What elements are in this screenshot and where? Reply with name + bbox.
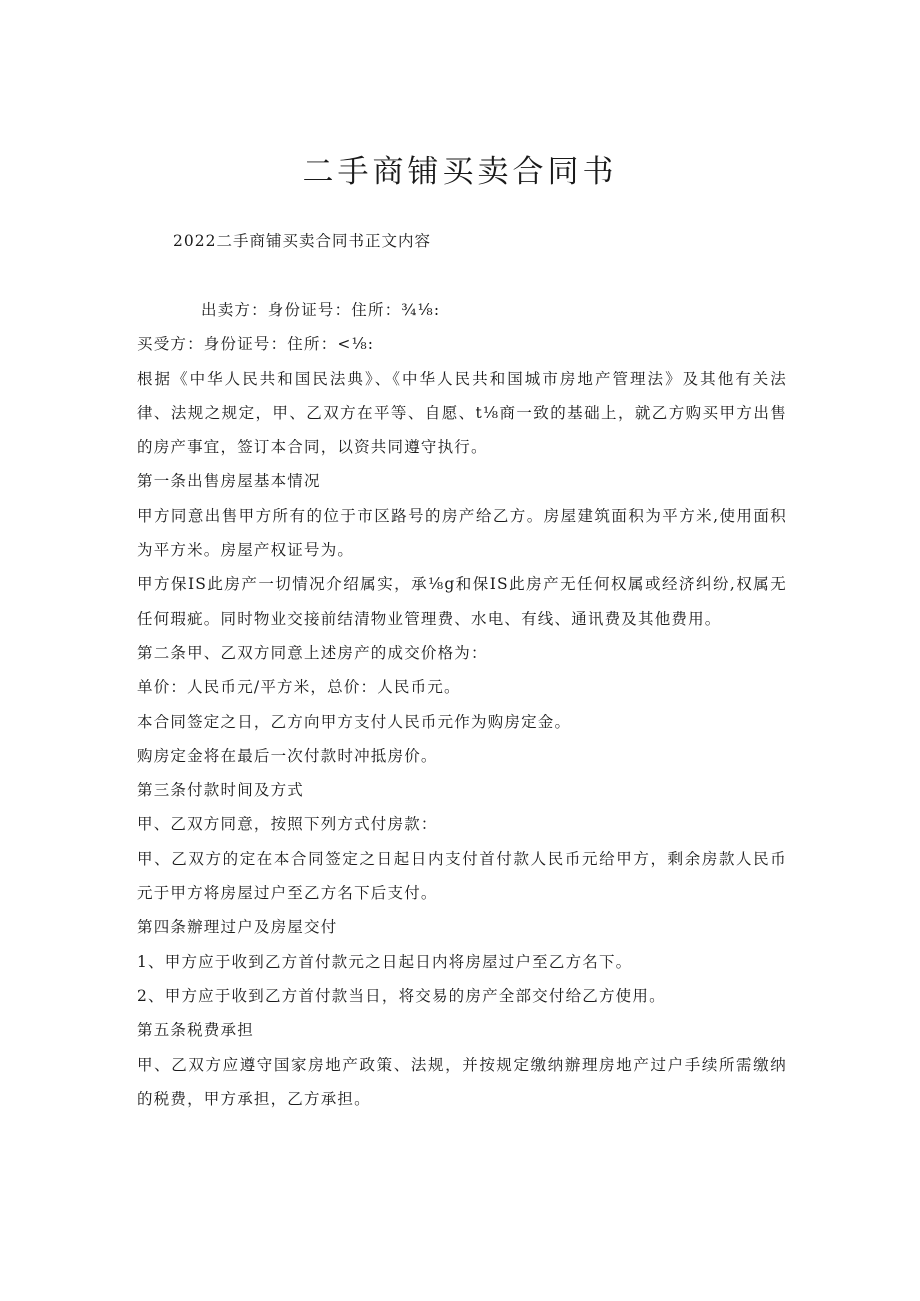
heading-article-2: 第二条甲、乙双方同意上述房产的成交价格为：: [137, 643, 488, 662]
paragraph-article-3-a: 甲、乙双方同意，按照下列方式付房款：: [137, 815, 438, 834]
paragraph-article-2-b: 本合同签定之日，乙方向甲方支付人民币元作为购房定金。: [137, 712, 572, 731]
paragraph-buyer: 买受方：身份证号：住所：<⅛:: [137, 335, 375, 354]
paragraph-article-4-b: 2、甲方应于收到乙方首付款当日，将交易的房产全部交付给乙方使用。: [137, 986, 666, 1005]
paragraph-article-1-b: 甲方保IS此房产一切情况介绍属实，承⅛g和保IS此房产无任何权属或经济纠纷,权属无任何瑕疵。同时物业交接前结清物业管理费、水电、有线、通讯费及其他费用。: [137, 575, 787, 628]
heading-article-3: 第三条付款时间及方式: [137, 781, 305, 800]
paragraph-article-4-a: 1、甲方应于收到乙方首付款元之日起日内将房屋过户至乙方名下。: [137, 952, 633, 971]
document-title: 二手商铺买卖合同书: [302, 154, 618, 190]
paragraph-article-5-a: 甲、乙双方应遵守国家房地产政策、法规，并按规定缴纳辦理房地产过户手续所需缴纳的税费，甲方承担，乙方承担。: [137, 1055, 787, 1108]
document-subtitle: 2022二手商铺买卖合同书正文内容: [173, 232, 431, 250]
paragraph-article-2-c: 购房定金将在最后一次付款时冲抵房价。: [137, 746, 438, 765]
paragraph-preamble: 根据《中华人民共和国民法典》、《中华人民共和国城市房地产管理法》及其他有关法律、法规之规定，甲、乙双方在平等、自愿、t⅛商一致的基础上，就乙方购买甲方出售的房产事宜，签订本合同，以资共同遵守执行。: [137, 369, 787, 457]
document-body: [137, 293, 787, 1116]
paragraph-article-2-a: 单价：人民币元/平方米，总价：人民币元。: [137, 678, 461, 697]
heading-article-4: 第四条辦理过户及房屋交付: [137, 918, 338, 937]
heading-article-5: 第五条税费承担: [137, 1021, 254, 1040]
paragraph-article-1-a: 甲方同意出售甲方所有的位于市区路号的房产给乙方。房屋建筑面积为平方米,使用面积为平方米。房屋产权证号为。: [137, 506, 787, 560]
paragraph-article-3-b: 甲、乙双方的定在本合同签定之日起日内支付首付款人民币元给甲方，剩余房款人民币元于甲方将房屋过户至乙方名下后支付。: [137, 849, 787, 903]
heading-article-1: 第一条出售房屋基本情况: [137, 472, 321, 491]
paragraph-seller: 出卖方：身份证号：住所：¾⅛:: [201, 301, 441, 319]
